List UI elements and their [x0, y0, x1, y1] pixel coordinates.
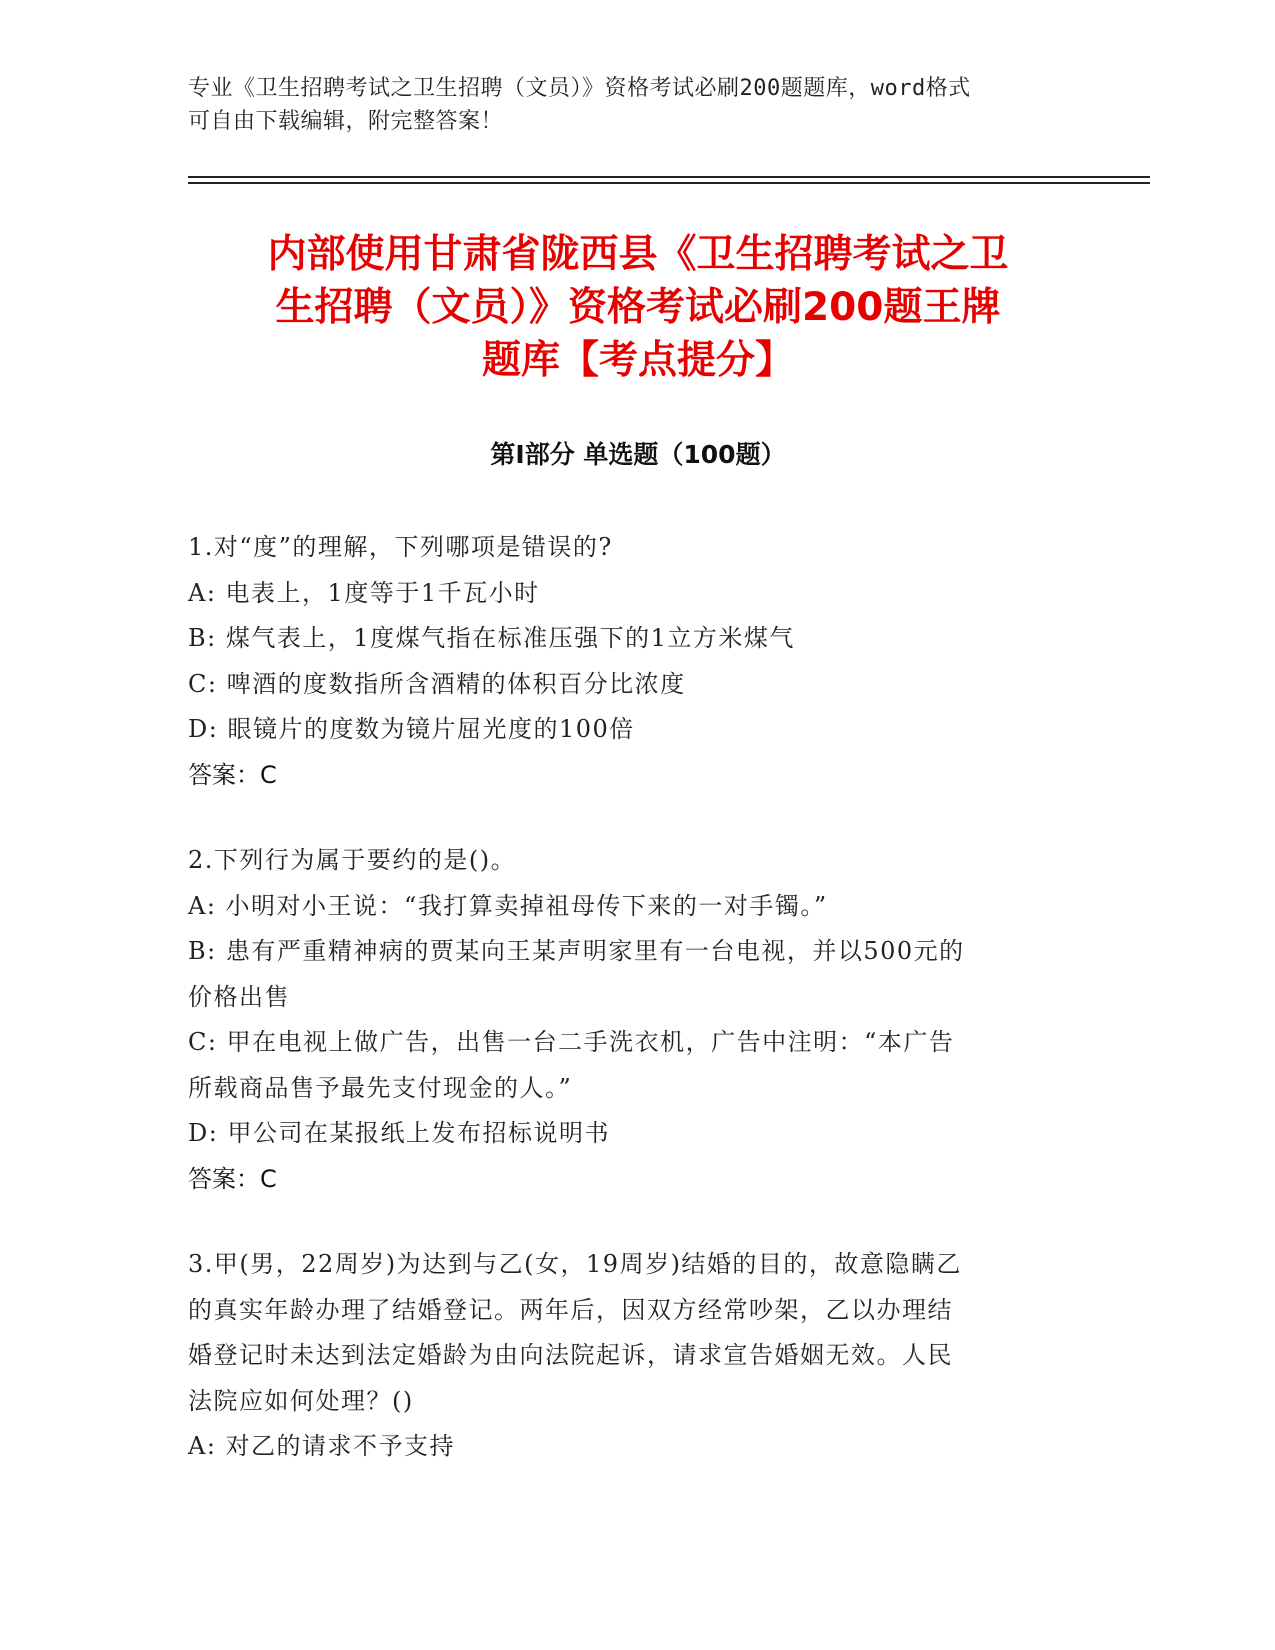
option-d: D: 甲公司在某报纸上发布招标说明书 — [188, 1119, 610, 1147]
header-divider — [188, 176, 1150, 178]
option-c-continued: 所载商品售予最先支付现金的人。” — [188, 1073, 573, 1102]
question-item — [188, 838, 1083, 1202]
option-c: C: 啤酒的度数指所含酒精的体积百分比浓度 — [188, 669, 686, 698]
option-b: B: 煤气表上，1度煤气指在标准压强下的1立方米煤气 — [188, 624, 795, 652]
question-item — [188, 525, 1083, 798]
option-d: D: 眼镜片的度数为镜片屈光度的100倍 — [188, 715, 635, 743]
option-a: A: 小明对小王说：“我打算卖掉祖母传下来的一对手镯。” — [188, 891, 828, 920]
answer-label: 答案：C — [188, 760, 277, 789]
title-line: 生招聘（文员）》资格考试必刷200题王牌 — [275, 285, 1001, 330]
option-b-continued: 价格出售 — [188, 982, 290, 1011]
section-heading: 第Ⅰ部分 单选题（100题） — [490, 440, 786, 469]
question-stem-continued: 法院应如何处理？() — [188, 1386, 414, 1415]
header-note-line: 可自由下载编辑，附完整答案！ — [188, 109, 504, 134]
question-list — [188, 525, 1083, 1510]
option-c: C: 甲在电视上做广告，出售一台二手洗衣机，广告中注明：“本广告 — [188, 1028, 955, 1056]
header-divider — [188, 182, 1150, 184]
question-item — [188, 1242, 1083, 1470]
header-note-line: 专业《卫生招聘考试之卫生招聘（文员）》资格考试必刷200题题库，word格式 — [188, 76, 971, 101]
question-stem-continued: 的真实年龄办理了结婚登记。两年后，因双方经常吵架，乙以办理结 — [188, 1295, 953, 1324]
title-line: 题库【考点提分】 — [481, 338, 794, 383]
header-note — [188, 72, 1068, 138]
question-stem: 1.对“度”的理解，下列哪项是错误的? — [188, 533, 613, 561]
option-b: B: 患有严重精神病的贾某向王某声明家里有一台电视，并以500元的 — [188, 937, 965, 965]
question-stem: 2.下列行为属于要约的是()。 — [188, 846, 517, 874]
document-title — [188, 228, 1088, 387]
question-stem: 3.甲(男，22周岁)为达到与乙(女，19周岁)结婚的目的，故意隐瞒乙 — [188, 1250, 962, 1278]
title-line: 内部使用甘肃省陇西县《卫生招聘考试之卫 — [267, 232, 1009, 277]
option-a: A: 电表上，1度等于1千瓦小时 — [188, 578, 540, 607]
option-a: A: 对乙的请求不予支持 — [188, 1432, 456, 1460]
answer-label: 答案：C — [188, 1164, 277, 1193]
question-stem-continued: 婚登记时未达到法定婚龄为由向法院起诉，请求宣告婚姻无效。人民 — [188, 1341, 953, 1369]
